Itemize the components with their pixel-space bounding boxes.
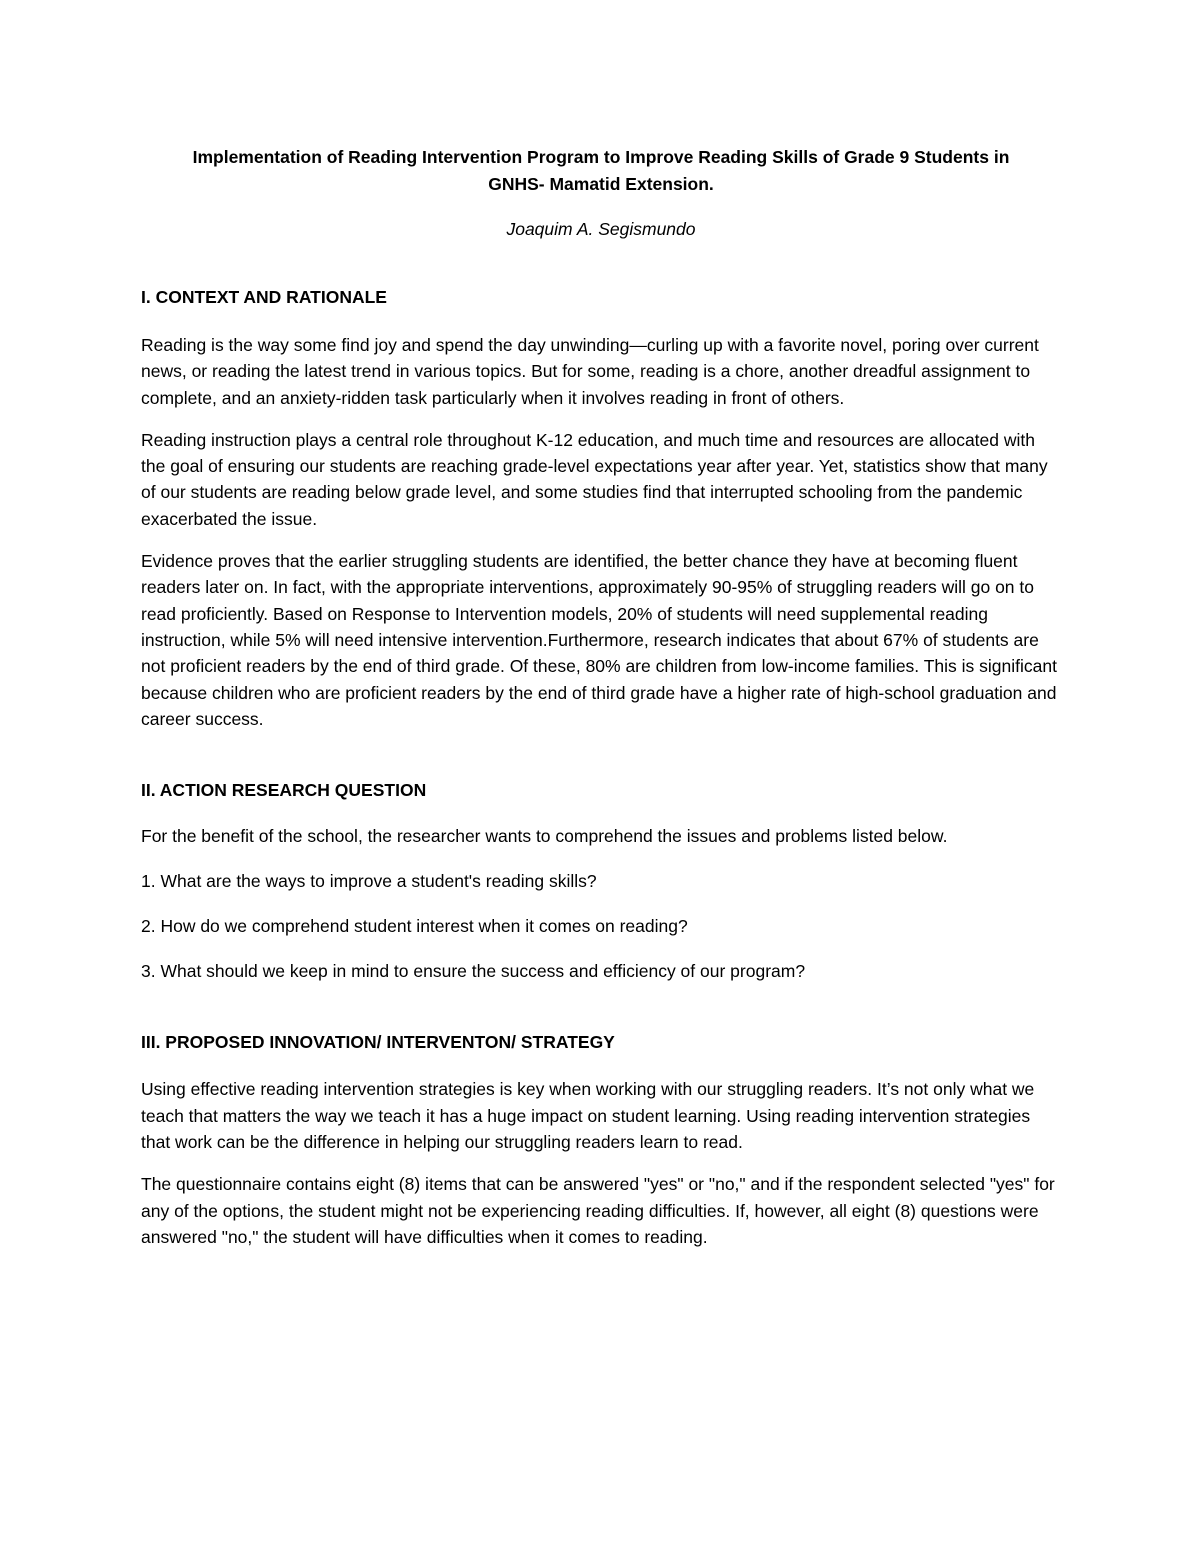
section-1-paragraph-1: Reading is the way some find joy and spend the day unwinding—curling up with a favorite novel, poring over current news, or reading the latest trend in various topics. But for some, reading is a chore, another dreadful assignment to complete, and an anxiety-ridden task particularly when it involves reading in front of others. <box>141 335 1039 408</box>
section-2-intro: For the benefit of the school, the researcher wants to comprehend the issues and problems listed below. <box>141 826 948 847</box>
section-1-paragraph-3: Evidence proves that the earlier struggling students are identified, the better chance they have at becoming fluent readers later on. In fact, with the appropriate interventions, approximately 90-95% of struggling readers will go on to read proficiently. Based on Response to Intervention models, 20% of students will need supplemental reading instruction, while 5% will need intensive intervention.Furthermore, research indicates that about 67% of students are not proficient readers by the end of third grade. Of these, 80% are children from low-income families. This is significant because children who are proficient readers by the end of third grade have a higher rate of high-school graduation and career success. <box>141 551 1057 729</box>
document-page <box>141 140 1061 1250</box>
research-question-3: 3. What should we keep in mind to ensure the success and efficiency of our program? <box>141 961 806 982</box>
document-title-line-1: Implementation of Reading Intervention Program to Improve Reading Skills of Grade 9 Students in <box>192 147 1010 167</box>
section-3-paragraph-2: The questionnaire contains eight (8) items that can be answered "yes" or "no," and if the respondent selected "yes" for any of the options, the student might not be experiencing reading difficulties. If, however, all eight (8) questions were answered "no," the student will have difficulties when it comes to reading. <box>141 1174 1055 1247</box>
section-1-heading: I. CONTEXT AND RATIONALE <box>141 287 387 307</box>
research-question-2: 2. How do we comprehend student interest when it comes on reading? <box>141 916 688 937</box>
document-author: Joaquim A. Segismundo <box>506 219 696 239</box>
document-title-line-2: GNHS- Mamatid Extension. <box>488 174 714 194</box>
section-1-paragraph-2: Reading instruction plays a central role throughout K-12 education, and much time and resources are allocated with the goal of ensuring our students are reaching grade-level expectations year after year. Yet, statistics show that many of our students are reading below grade level, and some studies find that interrupted schooling from the pandemic exacerbated the issue. <box>141 429 1048 529</box>
document-title <box>141 144 1061 198</box>
section-2-heading: II. ACTION RESEARCH QUESTION <box>141 780 427 801</box>
research-question-1: 1. What are the ways to improve a student's reading skills? <box>141 871 597 892</box>
section-3-heading: III. PROPOSED INNOVATION/ INTERVENTON/ STRATEGY <box>141 1032 615 1053</box>
section-3-paragraph-1: Using effective reading intervention strategies is key when working with our struggling readers. It’s not only what we teach that matters the way we teach it has a huge impact on student learning. Using reading intervention strategies that work can be the difference in helping our struggling readers learn to read. <box>141 1079 1035 1153</box>
